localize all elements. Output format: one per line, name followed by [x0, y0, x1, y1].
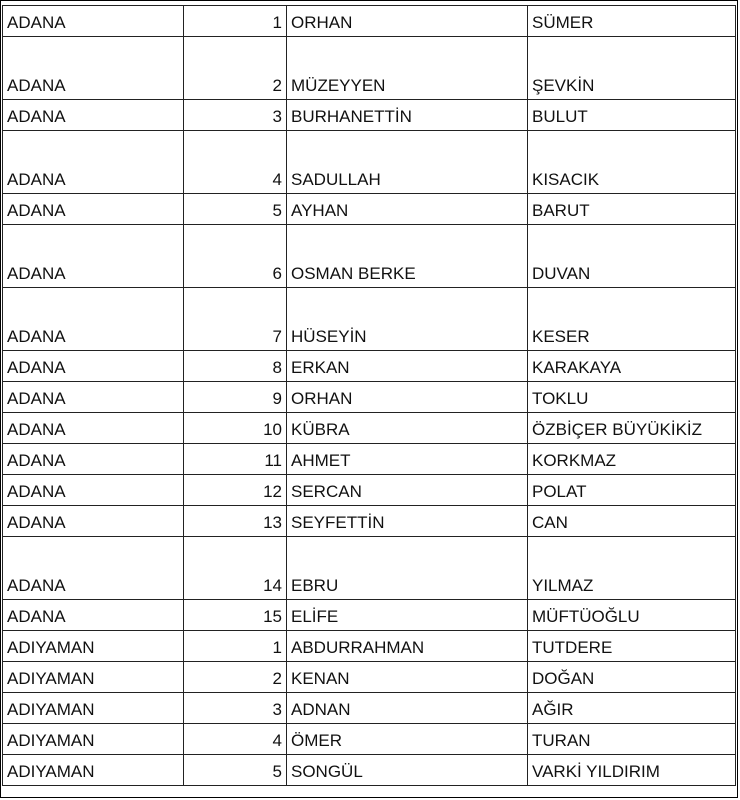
first-name-cell[interactable]: SEYFETTİN [287, 506, 528, 537]
last-name-cell[interactable]: KESER [528, 288, 736, 351]
rank-cell[interactable]: 12 [184, 475, 287, 506]
rank-cell[interactable]: 3 [184, 100, 287, 131]
first-name-cell[interactable]: SADULLAH [287, 131, 528, 194]
rank-cell[interactable]: 11 [184, 444, 287, 475]
first-name-cell[interactable]: ELİFE [287, 600, 528, 631]
rank-cell[interactable]: 4 [184, 724, 287, 755]
table-row [3, 100, 736, 131]
table-row [3, 288, 736, 351]
table-row [3, 6, 736, 37]
first-name-cell[interactable]: KENAN [287, 662, 528, 693]
last-name-cell[interactable]: KORKMAZ [528, 444, 736, 475]
table-row [3, 351, 736, 382]
province-cell[interactable]: ADANA [3, 225, 184, 288]
province-cell[interactable]: ADIYAMAN [3, 631, 184, 662]
province-cell[interactable]: ADANA [3, 351, 184, 382]
rank-cell[interactable]: 8 [184, 351, 287, 382]
rank-cell[interactable]: 13 [184, 506, 287, 537]
last-name-cell[interactable]: VARKİ YILDIRIM [528, 755, 736, 786]
table-row [3, 194, 736, 225]
table-row [3, 131, 736, 194]
province-cell[interactable]: ADANA [3, 382, 184, 413]
last-name-cell[interactable]: SÜMER [528, 6, 736, 37]
table-row [3, 755, 736, 786]
first-name-cell[interactable]: SONGÜL [287, 755, 528, 786]
table-row [3, 662, 736, 693]
table-row [3, 444, 736, 475]
province-cell[interactable]: ADANA [3, 600, 184, 631]
province-cell[interactable]: ADANA [3, 194, 184, 225]
last-name-cell[interactable]: YILMAZ [528, 537, 736, 600]
rank-cell[interactable]: 14 [184, 537, 287, 600]
last-name-cell[interactable]: CAN [528, 506, 736, 537]
province-cell[interactable]: ADANA [3, 475, 184, 506]
first-name-cell[interactable]: OSMAN BERKE [287, 225, 528, 288]
first-name-cell[interactable]: ÖMER [287, 724, 528, 755]
last-name-cell[interactable]: BARUT [528, 194, 736, 225]
rank-cell[interactable]: 7 [184, 288, 287, 351]
rank-cell[interactable]: 2 [184, 37, 287, 100]
rank-cell[interactable]: 5 [184, 194, 287, 225]
last-name-cell[interactable]: TURAN [528, 724, 736, 755]
first-name-cell[interactable]: BURHANETTİN [287, 100, 528, 131]
last-name-cell[interactable]: TOKLU [528, 382, 736, 413]
candidate-table [2, 5, 736, 786]
first-name-cell[interactable]: EBRU [287, 537, 528, 600]
table-row [3, 475, 736, 506]
first-name-cell[interactable]: SERCAN [287, 475, 528, 506]
table-body [3, 6, 736, 786]
province-cell[interactable]: ADIYAMAN [3, 693, 184, 724]
table-row [3, 225, 736, 288]
first-name-cell[interactable]: ADNAN [287, 693, 528, 724]
last-name-cell[interactable]: DOĞAN [528, 662, 736, 693]
first-name-cell[interactable]: ORHAN [287, 6, 528, 37]
province-cell[interactable]: ADANA [3, 413, 184, 444]
table-row [3, 631, 736, 662]
province-cell[interactable]: ADANA [3, 506, 184, 537]
rank-cell[interactable]: 4 [184, 131, 287, 194]
last-name-cell[interactable]: ŞEVKİN [528, 37, 736, 100]
first-name-cell[interactable]: MÜZEYYEN [287, 37, 528, 100]
table-row [3, 413, 736, 444]
table-row [3, 724, 736, 755]
province-cell[interactable]: ADANA [3, 6, 184, 37]
first-name-cell[interactable]: AYHAN [287, 194, 528, 225]
rank-cell[interactable]: 2 [184, 662, 287, 693]
rank-cell[interactable]: 5 [184, 755, 287, 786]
last-name-cell[interactable]: MÜFTÜOĞLU [528, 600, 736, 631]
last-name-cell[interactable]: KARAKAYA [528, 351, 736, 382]
province-cell[interactable]: ADANA [3, 444, 184, 475]
province-cell[interactable]: ADANA [3, 288, 184, 351]
rank-cell[interactable]: 1 [184, 6, 287, 37]
table-row [3, 37, 736, 100]
last-name-cell[interactable]: POLAT [528, 475, 736, 506]
first-name-cell[interactable]: AHMET [287, 444, 528, 475]
rank-cell[interactable]: 10 [184, 413, 287, 444]
province-cell[interactable]: ADANA [3, 100, 184, 131]
last-name-cell[interactable]: BULUT [528, 100, 736, 131]
first-name-cell[interactable]: ABDURRAHMAN [287, 631, 528, 662]
rank-cell[interactable]: 6 [184, 225, 287, 288]
province-cell[interactable]: ADANA [3, 131, 184, 194]
first-name-cell[interactable]: ERKAN [287, 351, 528, 382]
rank-cell[interactable]: 3 [184, 693, 287, 724]
last-name-cell[interactable]: AĞIR [528, 693, 736, 724]
table-row [3, 506, 736, 537]
last-name-cell[interactable]: DUVAN [528, 225, 736, 288]
province-cell[interactable]: ADANA [3, 37, 184, 100]
province-cell[interactable]: ADIYAMAN [3, 724, 184, 755]
province-cell[interactable]: ADIYAMAN [3, 755, 184, 786]
first-name-cell[interactable]: ORHAN [287, 382, 528, 413]
first-name-cell[interactable]: KÜBRA [287, 413, 528, 444]
table-row [3, 600, 736, 631]
table-row [3, 693, 736, 724]
province-cell[interactable]: ADIYAMAN [3, 662, 184, 693]
table-row [3, 537, 736, 600]
rank-cell[interactable]: 15 [184, 600, 287, 631]
first-name-cell[interactable]: HÜSEYİN [287, 288, 528, 351]
province-cell[interactable]: ADANA [3, 537, 184, 600]
rank-cell[interactable]: 9 [184, 382, 287, 413]
last-name-cell[interactable]: ÖZBİÇER BÜYÜKİKİZ [528, 413, 736, 444]
rank-cell[interactable]: 1 [184, 631, 287, 662]
last-name-cell[interactable]: TUTDERE [528, 631, 736, 662]
table-row [3, 382, 736, 413]
last-name-cell[interactable]: KISACIK [528, 131, 736, 194]
